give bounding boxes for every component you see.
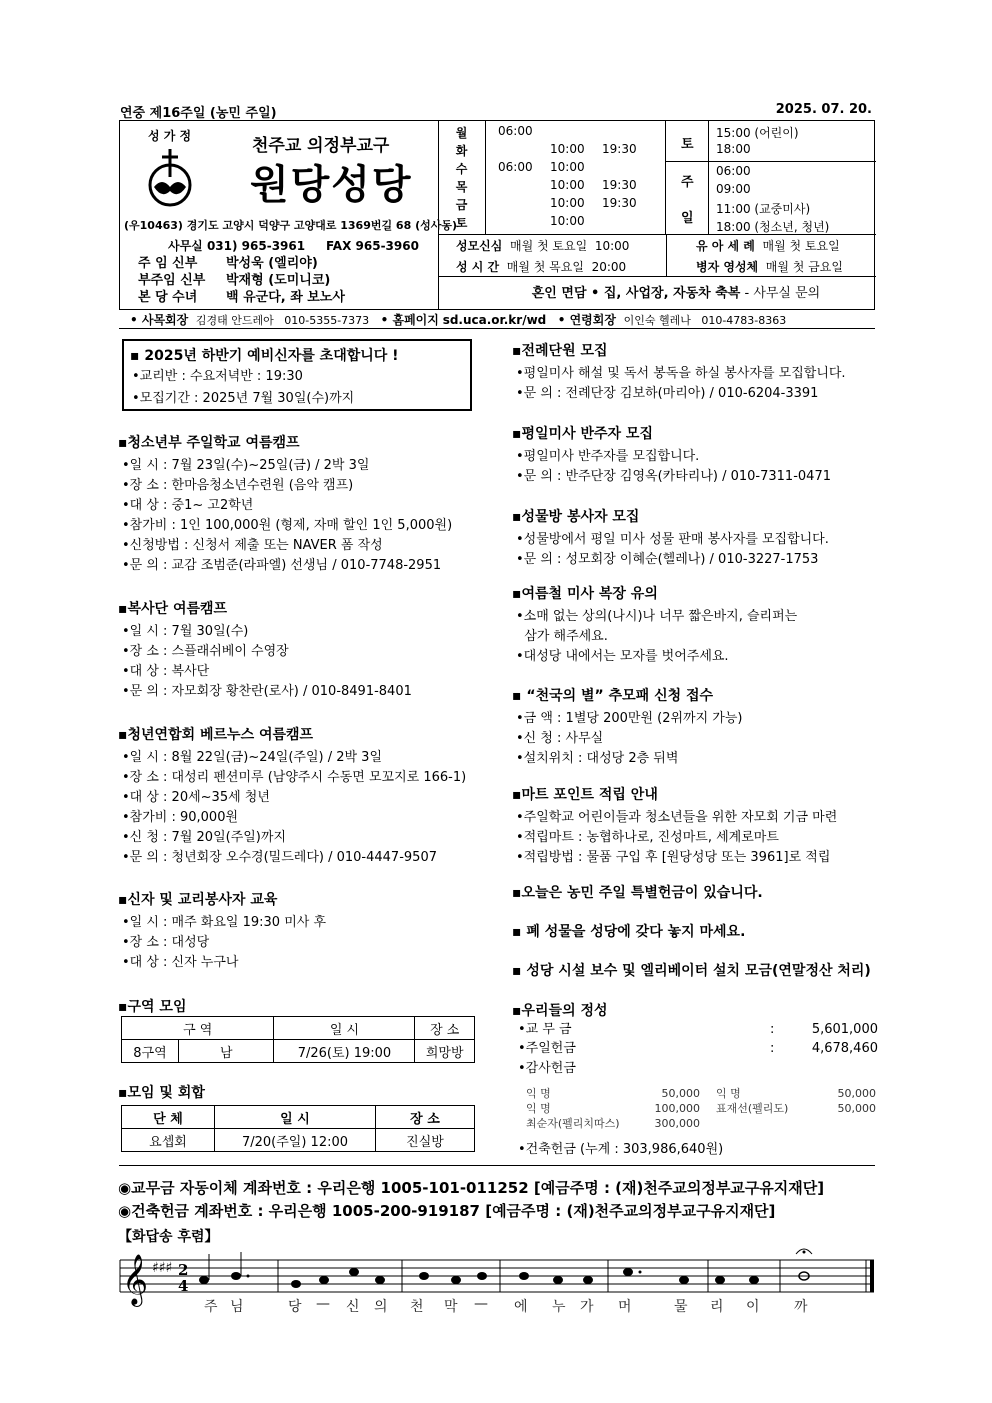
list-item: •금 액 : 1별당 200만원 (2위까지 가능) — [516, 711, 743, 726]
list-item: •성물방에서 평일 미사 성물 판매 봉사자를 모집합니다. — [516, 532, 829, 547]
section-title: ▪신자 및 교리봉사자 교육 — [118, 892, 278, 908]
holy-family-label: 성 가 정 — [148, 129, 192, 143]
right-section — [512, 423, 831, 487]
right-section — [512, 583, 797, 667]
invite-line: •모집기간 : 2025년 7월 30일(수)까지 — [132, 391, 355, 406]
issue-date: 2025. 07. 20. — [775, 102, 872, 117]
list-item: •장 소 : 스플래쉬베이 수영장 — [122, 644, 289, 659]
list-item: •일 시 : 8월 22일(금)~24일(주일) / 2박 3일 — [122, 750, 383, 765]
section-title: ▪마트 포인트 적립 안내 — [512, 787, 658, 803]
notice-line: ▪ 성당 시설 보수 및 엘리베이터 설치 모금(연말정산 처리) — [512, 963, 871, 979]
account-line: ◉교무금 자동이체 계좌번호 : 우리은행 1005-101-011252 [예금주명 : (재)천주교의정부교구유지재단] — [118, 1179, 825, 1197]
list-item: 삼가 해주세요. — [516, 629, 608, 644]
weekend-label-column — [666, 121, 709, 234]
section-title: ▪청소년부 주일학교 여름캠프 — [118, 435, 300, 451]
list-item: •장 소 : 대성리 펜션미루 (남양주시 수동면 모꼬지로 166-1) — [122, 770, 467, 785]
invite-line: •교리반 : 수요저녁반 : 19:30 — [132, 369, 303, 384]
staff-row: 주 임 신부 박성욱 (엘리야) — [138, 256, 318, 271]
list-item: •대 상 : 20세~35세 청년 — [122, 790, 270, 805]
parish-address: (우10463) 경기도 고양시 덕양구 고양대로 1369번길 68 (성사동) — [124, 219, 458, 232]
section-title: ▪ “천국의 별” 추모패 신청 접수 — [512, 688, 714, 704]
list-item: •문 의 : 자모회장 황찬란(로사) / 010-8491-8401 — [122, 684, 412, 699]
svg-text:𝄞: 𝄞 — [122, 1254, 149, 1305]
weekend-times: 15:00 (어린이) 18:00 06:00 09:00 11:00 (교중미사) 18:00 (청소년, 청년) — [708, 121, 876, 234]
list-item: •대 상 : 복사단 — [122, 664, 210, 679]
weekday-column — [438, 121, 486, 234]
day-label: 수 — [455, 162, 468, 176]
time-row: 10:00 19:30 — [550, 196, 637, 210]
section-title: ▪전례단원 모집 — [512, 343, 608, 359]
offering-title: ▪우리들의 정성 — [512, 1003, 608, 1019]
time-row: 06:00 — [498, 124, 533, 138]
list-item: •신청방법 : 신청서 제출 또는 NAVER 폼 작성 — [122, 538, 383, 553]
offering-row: •교 무 금 : 5,601,000 — [518, 1022, 878, 1037]
right-section — [512, 784, 837, 868]
notice-line: ▪ 폐 성물을 성당에 갖다 놓지 마세요. — [512, 924, 746, 940]
district-title: ▪구역 모임 — [118, 999, 187, 1015]
staff-row: 부주임 신부 박재형 (도미니코) — [138, 273, 331, 288]
saturday-label: 토 — [681, 137, 694, 152]
left-section — [118, 724, 466, 868]
section-title: ▪성물방 봉사자 모집 — [512, 509, 640, 525]
day-label: 토 — [455, 216, 468, 230]
left-section — [118, 889, 326, 973]
diocese-name: 천주교 의정부교구 — [252, 136, 390, 156]
lyrics-line: 주 님 당 — 신 의 천 막 — 에 누 가 머 물 리 이 까 — [204, 1296, 808, 1315]
list-item: •문 의 : 교감 조범준(라파엘) 선생님 / 010-7748-2951 — [122, 558, 442, 573]
church-logo-icon — [140, 147, 200, 207]
account-line: ◉건축헌금 계좌번호 : 우리은행 1005-200-919187 [예금주명 : (재)천주교의정부교구유지재단] — [118, 1202, 776, 1220]
liturgical-day: 연중 제16주일 (농민 주일) — [120, 106, 277, 121]
table-header: 단 체 일 시 장 소 — [122, 1106, 475, 1129]
parish-phone: 사무실 031) 965-3961 FAX 965-3960 — [168, 239, 419, 253]
left-section — [118, 598, 412, 702]
psalm-title: 【화답송 후렴】 — [118, 1229, 219, 1245]
right-section — [512, 685, 742, 769]
list-item: •적립마트 : 농협하나로, 진성마트, 세계로마트 — [516, 830, 779, 845]
table-row: 8구역 남 7/26(토) 19:00 희망방 — [122, 1040, 475, 1063]
list-item: •주일학교 어린이들과 청소년들을 위한 자모회 기금 마련 — [516, 810, 838, 825]
right-section — [512, 340, 846, 404]
time-row: 06:00 10:00 — [498, 160, 585, 174]
day-label: 월 — [455, 126, 468, 140]
extra-row-4: 병자 영성체 매월 첫 금요일 — [696, 260, 843, 274]
extra-row-3: 유 아 세 례 매월 첫 토요일 — [696, 239, 840, 253]
table-row: 요셉회 7/20(주일) 12:00 진실방 — [122, 1129, 475, 1152]
offering-row: •감사헌금 — [518, 1061, 576, 1076]
list-item: •대 상 : 중1~ 고2학년 — [122, 498, 254, 513]
svg-text:♯♯♯: ♯♯♯ — [152, 1260, 173, 1276]
list-item: •장 소 : 대성당 — [122, 935, 210, 950]
svg-text:2: 2 — [178, 1261, 189, 1279]
list-item: •평일미사 해설 및 독서 봉독을 하실 봉사자를 모집합니다. — [516, 366, 846, 381]
catechumen-invite-box — [122, 339, 472, 411]
list-item: •문 의 : 청년회장 오수경(밀드레다) / 010-4447-9507 — [122, 850, 437, 865]
right-section — [512, 506, 829, 570]
thanks-row: 익 명 100,000 표재선(펠리도) 50,000 — [526, 1102, 876, 1115]
thanks-list — [526, 1086, 876, 1131]
list-item: •신 청 : 사무실 — [516, 731, 604, 746]
parish-name: 원당성당 — [250, 162, 413, 208]
extra-row-1: 성모신심 매월 첫 토요일 10:00 — [456, 239, 630, 253]
list-item: •대 상 : 신자 누구나 — [122, 955, 239, 970]
day-label: 화 — [455, 144, 468, 158]
time-row: 10:00 — [550, 214, 585, 228]
offering-row: •주일헌금 : 4,678,460 — [518, 1041, 878, 1056]
notice-line: ▪오늘은 농민 주일 특별헌금이 있습니다. — [512, 885, 763, 901]
meeting-table — [121, 1105, 475, 1152]
list-item: •문 의 : 전례단장 김보하(마리아) / 010-6204-3391 — [516, 386, 819, 401]
time-row: 10:00 19:30 — [550, 142, 637, 156]
day-label: 목 — [455, 180, 468, 194]
list-item: •문 의 : 반주단장 김영옥(카타리나) / 010-7311-0471 — [516, 469, 831, 484]
district-table — [121, 1016, 475, 1063]
list-item: •설치위치 : 대성당 2층 뒤벽 — [516, 751, 679, 766]
section-title: ▪평일미사 반주자 모집 — [512, 426, 653, 442]
list-item: •문 의 : 성모회장 이혜순(헬레나) / 010-3227-1753 — [516, 552, 819, 567]
section-title: ▪여름철 미사 복장 유의 — [512, 586, 658, 602]
section-title: ▪복사단 여름캠프 — [118, 601, 228, 617]
list-item: •장 소 : 한마음청소년수련원 (음악 캠프) — [122, 478, 354, 493]
list-item: •대성당 내에서는 모자를 벗어주세요. — [516, 649, 729, 664]
thanks-row: 익 명 50,000 익 명 50,000 — [526, 1087, 876, 1100]
left-section — [118, 432, 452, 576]
contact-line: • 사목회장 김경태 안드레아 010-5355-7373 • 홈페이지 sd.uca.or.kr/wd • 연령회장 이인숙 헬레나 010-4783-8363 — [130, 313, 787, 327]
masthead — [119, 120, 875, 310]
list-item: •일 시 : 7월 23일(수)~25일(금) / 2박 3일 — [122, 458, 370, 473]
list-item: •일 시 : 매주 화요일 19:30 미사 후 — [122, 915, 327, 930]
list-item: •신 청 : 7월 20일(주일)까지 — [122, 830, 286, 845]
blessing-notice: 혼인 면담 • 집, 사업장, 자동차 축복 - 사무실 문의 — [531, 286, 821, 301]
sunday-label: 일 — [681, 211, 694, 226]
staff-row: 본 당 수녀 백 유군다, 좌 보노사 — [138, 290, 345, 305]
logo-area — [120, 121, 458, 309]
building-fund: •건축헌금 (누계 : 303,986,640원) — [518, 1142, 724, 1157]
meeting-title: ▪모임 및 회합 — [118, 1085, 205, 1101]
invite-title: ▪ 2025년 하반기 예비신자를 초대합니다 ! — [130, 348, 399, 364]
extra-row-2: 성 시 간 매월 첫 목요일 20:00 — [456, 260, 627, 274]
list-item: •참가비 : 90,000원 — [122, 810, 239, 825]
time-row: 10:00 19:30 — [550, 178, 637, 192]
weekday-times — [486, 121, 666, 234]
list-item: •일 시 : 7월 30일(수) — [122, 624, 249, 639]
thanks-row: 최순자(펠리치따스) 300,000 — [526, 1117, 700, 1130]
sunday-label: 주 — [681, 175, 694, 190]
svg-text:4: 4 — [178, 1277, 189, 1295]
list-item: •적립방법 : 물품 구입 후 [원당성당 또는 3961]로 적립 — [516, 850, 831, 865]
list-item: •평일미사 반주자를 모집합니다. — [516, 449, 700, 464]
header-line — [120, 102, 876, 120]
mass-schedule — [438, 121, 876, 234]
section-title: ▪청년연합회 베르누스 여름캠프 — [118, 727, 314, 743]
day-label: 금 — [455, 198, 468, 212]
list-item: •소매 없는 상의(나시)나 너무 짧은바지, 슬리퍼는 — [516, 609, 798, 624]
table-header: 구 역 일 시 장 소 — [122, 1017, 475, 1040]
list-item: •참가비 : 1인 100,000원 (형제, 자매 할인 1인 5,000원) — [122, 518, 453, 533]
